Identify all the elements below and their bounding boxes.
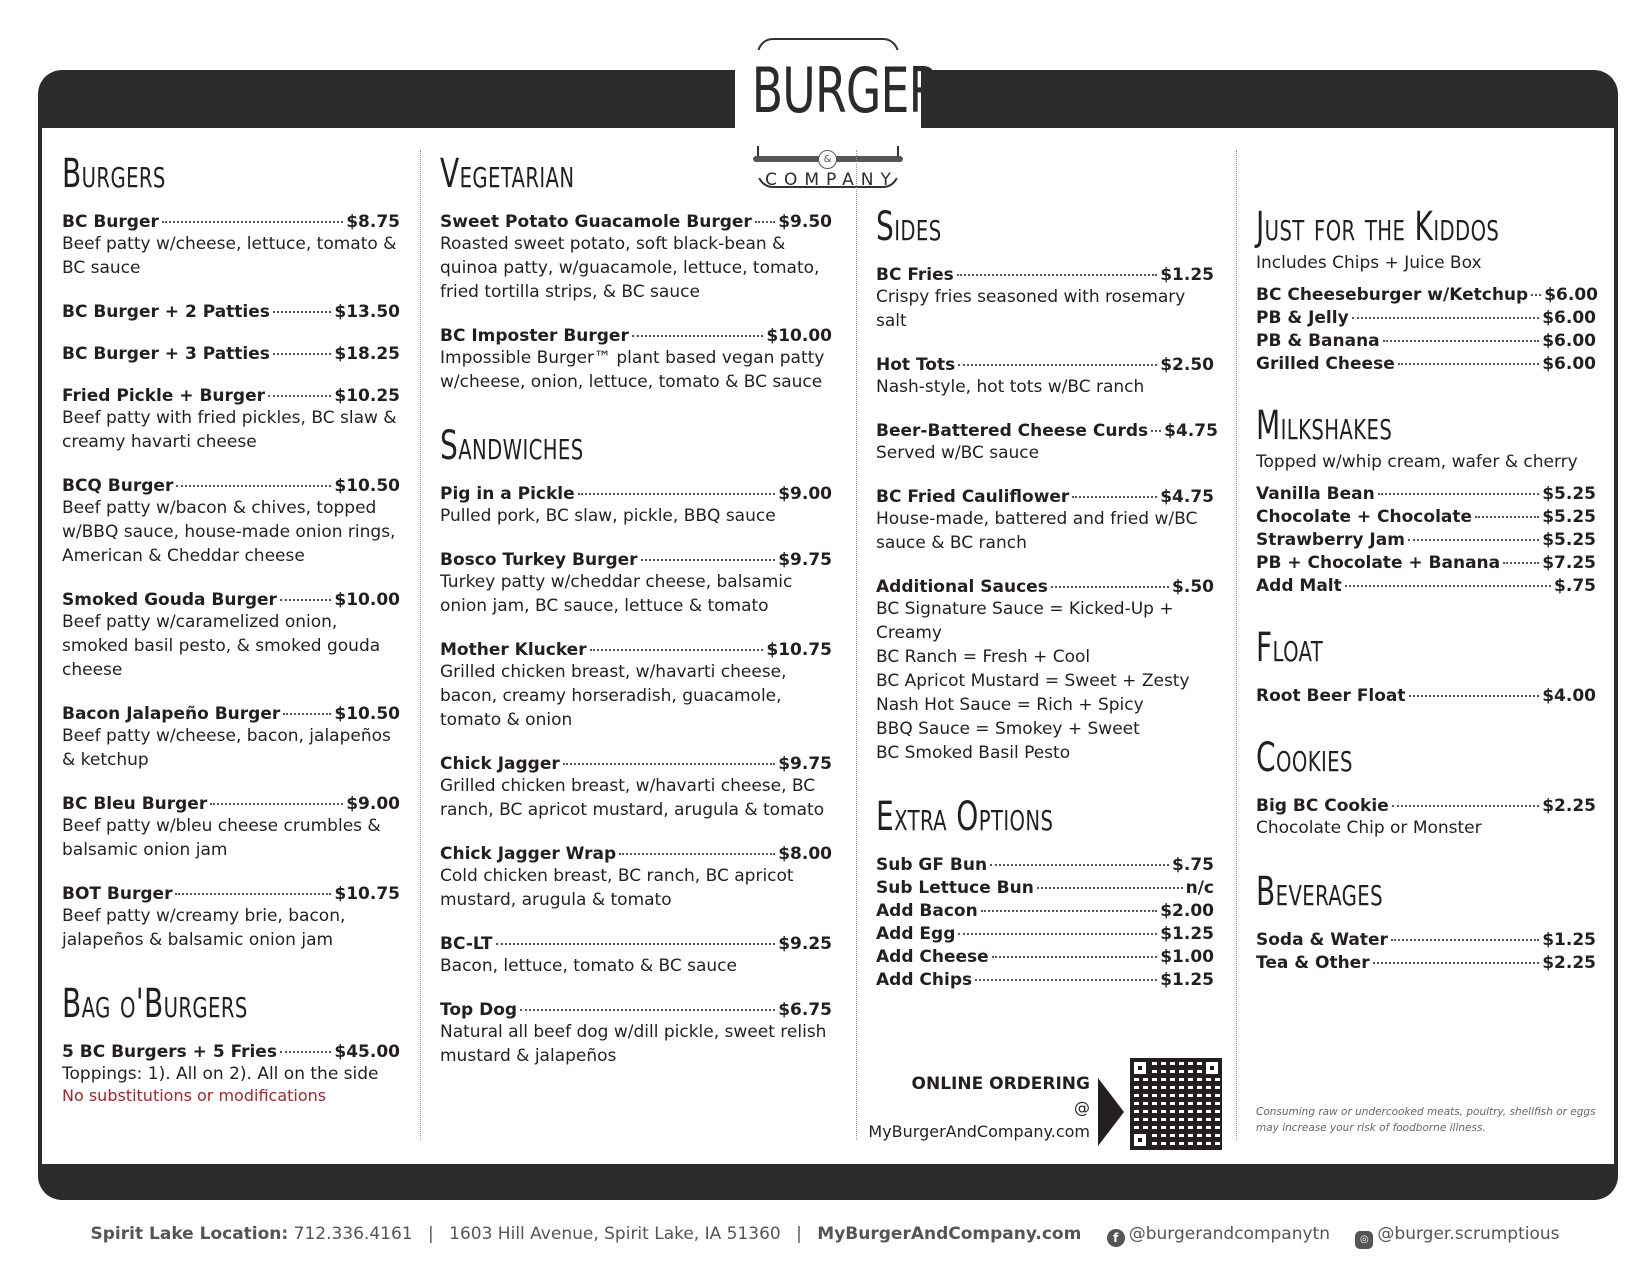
dot-leader: [992, 956, 1158, 958]
menu-item: [1256, 930, 1596, 950]
menu-item: [440, 212, 832, 304]
sandwiches-list: [440, 484, 832, 1068]
location-label: Spirit Lake Location:: [90, 1224, 289, 1244]
dot-leader: [1037, 887, 1183, 889]
item-name: BC Fries: [876, 265, 954, 285]
online-ordering-title: ONLINE ORDERING: [911, 1074, 1090, 1094]
dot-leader: [578, 493, 776, 495]
section-title-sides: Sides: [876, 204, 942, 250]
item-description: Beef patty with fried pickles, BC slaw & creamy havarti cheese: [62, 408, 397, 452]
item-description: Turkey patty w/cheddar cheese, balsamic onion jam, BC sauce, lettuce & tomato: [440, 572, 793, 616]
item-name: Additional Sauces: [876, 577, 1048, 597]
dot-leader: [1151, 430, 1161, 432]
dot-leader: [619, 853, 775, 855]
item-description: Beef patty w/bacon & chives, topped w/BBQ sauce, house-made onion rings, American & Cheddar cheese: [62, 498, 396, 566]
burgers-list: [62, 212, 400, 952]
item-name: BC Imposter Burger: [440, 326, 629, 346]
item-price: $.75: [1554, 576, 1596, 596]
item-description: Beef patty w/bleu cheese crumbles & balsamic onion jam: [62, 816, 381, 860]
website-link[interactable]: MyBurgerAndCompany.com: [817, 1224, 1082, 1244]
item-name: Chick Jagger Wrap: [440, 844, 617, 864]
item-price: $10.75: [766, 640, 832, 660]
sandwiches-section: [440, 422, 832, 1068]
dot-leader: [1398, 363, 1539, 365]
extra-options-section: [876, 793, 1214, 990]
menu-item: [62, 476, 400, 568]
item-description: Toppings: 1). All on 2). All on the side: [62, 1064, 379, 1084]
sides-list: [876, 265, 1218, 555]
float-list: [1256, 686, 1596, 706]
menu-item: [876, 901, 1214, 921]
section-title-beverages: Beverages: [1256, 869, 1383, 915]
item-name: Sub Lettuce Bun: [876, 878, 1034, 898]
dot-leader: [280, 599, 331, 601]
section-title-burgers: Burgers: [62, 151, 166, 197]
dot-leader: [1409, 695, 1540, 697]
online-ordering-url[interactable]: @ MyBurgerAndCompany.com: [868, 1098, 1090, 1141]
bag-o-burgers-section: [62, 980, 400, 1105]
item-name: Strawberry Jam: [1256, 530, 1405, 550]
item-name: Sweet Potato Guacamole Burger: [440, 212, 752, 232]
item-name: Hot Tots: [876, 355, 956, 375]
vegetarian-list: [440, 212, 832, 394]
dot-leader: [1378, 493, 1539, 495]
item-price: n/c: [1185, 878, 1214, 898]
item-name: BC Cheeseburger w/Ketchup: [1256, 285, 1529, 305]
item-name: Add Bacon: [876, 901, 978, 921]
column-2: [440, 150, 832, 1096]
item-price: $4.75: [1160, 487, 1214, 507]
menu-item: [1256, 576, 1596, 596]
menu-item: [62, 386, 400, 454]
dot-leader: [175, 893, 331, 895]
item-price: $18.25: [334, 344, 400, 364]
dot-leader: [632, 335, 764, 337]
float-section: [1256, 624, 1596, 706]
item-price: $9.25: [778, 934, 832, 954]
arrow-right-icon: [1098, 1078, 1124, 1146]
section-title-float: Float: [1256, 625, 1324, 671]
menu-item: [1256, 354, 1596, 374]
column-3: [876, 203, 1218, 1018]
footer: [0, 1224, 1650, 1249]
menu-item: [1256, 530, 1596, 550]
item-price: $1.25: [1542, 930, 1596, 950]
instagram-handle[interactable]: @burger.scrumptious: [1377, 1224, 1560, 1244]
item-price: $8.00: [778, 844, 832, 864]
footer-divider: |: [796, 1224, 802, 1244]
item-description: Natural all beef dog w/dill pickle, sweet relish mustard & jalapeños: [440, 1022, 827, 1066]
item-price: $9.50: [778, 212, 832, 232]
item-price: $45.00: [334, 1042, 400, 1062]
item-description: House-made, battered and fried w/BC sauce & BC ranch: [876, 509, 1198, 553]
item-price: $10.00: [766, 326, 832, 346]
dot-leader: [563, 763, 775, 765]
dot-leader: [273, 311, 331, 313]
menu-item: [440, 934, 832, 978]
dot-leader: [176, 485, 331, 487]
menu-item: [62, 344, 400, 364]
item-name: PB & Banana: [1256, 331, 1380, 351]
section-title-sandwiches: Sandwiches: [440, 423, 584, 469]
item-name: Root Beer Float: [1256, 686, 1406, 706]
menu-item: [876, 265, 1214, 333]
vegetarian-section: [440, 150, 832, 394]
foodborne-disclaimer: Consuming raw or undercooked meats, poultry, shellfish or eggs may increase your risk of foodborne illness.: [1256, 1106, 1596, 1134]
menu-item: [1256, 953, 1596, 973]
dot-leader: [280, 1051, 331, 1053]
item-description: Nash-style, hot tots w/BC ranch: [876, 377, 1145, 397]
kiddos-note: Includes Chips + Juice Box: [1256, 253, 1482, 273]
menu-item: [62, 302, 400, 322]
phone-number[interactable]: 712.336.4161: [293, 1224, 413, 1244]
item-name: Smoked Gouda Burger: [62, 590, 277, 610]
kiddos-list: [1256, 285, 1596, 374]
dot-leader: [283, 713, 331, 715]
section-title-kiddos: Just for the Kiddos: [1256, 204, 1500, 250]
menu-item: [876, 924, 1214, 944]
dot-leader: [162, 221, 343, 223]
dot-leader: [496, 943, 776, 945]
dot-leader: [1345, 585, 1551, 587]
menu-item: [876, 855, 1214, 875]
dot-leader: [1408, 539, 1539, 541]
menu-item: [62, 1042, 400, 1105]
item-price: $.75: [1172, 855, 1214, 875]
item-price: $2.25: [1542, 953, 1596, 973]
menu-item: [62, 590, 400, 682]
dot-leader: [1072, 496, 1157, 498]
address: 1603 Hill Avenue, Spirit Lake, IA 51360: [449, 1224, 781, 1244]
item-description: Beef patty w/caramelized onion, smoked basil pesto, & smoked gouda cheese: [62, 612, 381, 680]
sauce-option: BC Ranch = Fresh + Cool: [876, 647, 1091, 667]
section-title-cookies: Cookies: [1256, 735, 1353, 781]
menu-item: [1256, 331, 1596, 351]
item-description: Crispy fries seasoned with rosemary salt: [876, 287, 1186, 331]
item-name: Sub GF Bun: [876, 855, 988, 875]
item-description: Roasted sweet potato, soft black-bean & quinoa patty, w/guacamole, lettuce, tomato, fried tortilla strips, & BC sauce: [440, 234, 820, 302]
dot-leader: [990, 864, 1169, 866]
dot-leader: [1373, 962, 1540, 964]
item-name: BC Bleu Burger: [62, 794, 208, 814]
item-description: Served w/BC sauce: [876, 443, 1040, 463]
beverages-list: [1256, 930, 1596, 973]
dot-leader: [958, 364, 1157, 366]
menu-item: [876, 947, 1214, 967]
menu-item: [440, 640, 832, 732]
dot-leader: [210, 803, 343, 805]
instagram-icon: ◎: [1355, 1231, 1373, 1249]
item-name: Top Dog: [440, 1000, 518, 1020]
facebook-handle[interactable]: @burgerandcompanytn: [1128, 1224, 1330, 1244]
menu-item: [876, 487, 1214, 555]
sauce-option: BC Smoked Basil Pesto: [876, 743, 1071, 763]
milkshakes-section: [1256, 402, 1596, 596]
menu-item: [440, 844, 832, 912]
menu-item: [440, 326, 832, 394]
item-name: Fried Pickle + Burger: [62, 386, 265, 406]
item-description: Pulled pork, BC slaw, pickle, BBQ sauce: [440, 506, 776, 526]
item-name: Chocolate + Chocolate: [1256, 507, 1473, 527]
menu-item: [1256, 686, 1596, 706]
item-description: Cold chicken breast, BC ranch, BC apricot mustard, arugula & tomato: [440, 866, 794, 910]
sides-section: [876, 203, 1218, 765]
menu-item: [1256, 553, 1596, 573]
section-title-vegetarian: Vegetarian: [440, 151, 575, 197]
item-price: $1.25: [1160, 970, 1214, 990]
item-name: BC Fried Cauliflower: [876, 487, 1070, 507]
dot-leader: [958, 933, 1157, 935]
logo-ampersand: &: [818, 150, 837, 169]
sauce-option: BC Signature Sauce = Kicked-Up + Creamy: [876, 599, 1174, 643]
item-price: $1.00: [1160, 947, 1214, 967]
column-1: [62, 150, 400, 1133]
item-name: Chick Jagger: [440, 754, 560, 774]
dot-leader: [1475, 516, 1539, 518]
item-name: BC Burger: [62, 212, 159, 232]
item-name: Vanilla Bean: [1256, 484, 1375, 504]
cookies-list: [1256, 796, 1596, 840]
dot-leader: [755, 221, 775, 223]
extra-options-list: [876, 855, 1214, 990]
menu-item: [1256, 285, 1596, 305]
sauce-option: BC Apricot Mustard = Sweet + Zesty: [876, 671, 1190, 691]
item-price: $10.00: [334, 590, 400, 610]
dot-leader: [957, 274, 1157, 276]
item-description: Impossible Burger™ plant based vegan patty w/cheese, onion, lettuce, tomato & BC sauce: [440, 348, 825, 392]
item-price: $13.50: [334, 302, 400, 322]
menu-item: [62, 884, 400, 952]
menu-item: [440, 1000, 832, 1068]
milkshakes-list: [1256, 484, 1596, 596]
item-price: $2.25: [1542, 796, 1596, 816]
item-price: $10.50: [334, 476, 400, 496]
dot-leader: [1503, 562, 1539, 564]
item-name: BC-LT: [440, 934, 493, 954]
item-description: Chocolate Chip or Monster: [1256, 818, 1482, 838]
item-price: $7.25: [1542, 553, 1596, 573]
item-price: $9.75: [778, 754, 832, 774]
milkshakes-note: Topped w/whip cream, wafer & cherry: [1256, 452, 1578, 472]
item-description: Beef patty w/cheese, bacon, jalapeños & ketchup: [62, 726, 391, 770]
online-ordering: [860, 1072, 1090, 1144]
item-price: $9.00: [346, 794, 400, 814]
sauce-option: BBQ Sauce = Smokey + Sweet: [876, 719, 1140, 739]
sauce-list: [876, 597, 1214, 765]
item-name: Add Chips: [876, 970, 973, 990]
item-price: $10.75: [334, 884, 400, 904]
menu-item: [876, 878, 1214, 898]
dot-leader: [268, 395, 331, 397]
item-price: $5.25: [1542, 530, 1596, 550]
menu-item: [62, 794, 400, 862]
dot-leader: [590, 649, 764, 651]
item-price: $8.75: [346, 212, 400, 232]
menu-item: [1256, 507, 1596, 527]
item-price: $10.25: [334, 386, 400, 406]
item-name: PB + Chocolate + Banana: [1256, 553, 1501, 573]
item-price: $6.00: [1542, 354, 1596, 374]
menu-item: [876, 577, 1214, 765]
menu-item: [440, 484, 832, 528]
dot-leader: [1392, 805, 1539, 807]
item-price: $1.25: [1160, 924, 1214, 944]
item-price: $9.00: [778, 484, 832, 504]
logo-subtitle: COMPANY: [765, 170, 898, 190]
item-description: Bacon, lettuce, tomato & BC sauce: [440, 956, 737, 976]
dot-leader: [1391, 939, 1539, 941]
item-description: Grilled chicken breast, w/havarti cheese, bacon, creamy horseradish, guacamole, tomato & onion: [440, 662, 787, 730]
menu-item: [1256, 308, 1596, 328]
item-name: Beer-Battered Cheese Curds: [876, 421, 1149, 441]
item-description: Beef patty w/cheese, lettuce, tomato & BC sauce: [62, 234, 397, 278]
item-price: $5.25: [1542, 484, 1596, 504]
menu-item: [62, 704, 400, 772]
dot-leader: [1531, 294, 1541, 296]
item-price: $.50: [1172, 577, 1214, 597]
item-description: Grilled chicken breast, w/havarti cheese, BC ranch, BC apricot mustard, arugula & tomato: [440, 776, 825, 820]
item-price: $6.00: [1544, 285, 1598, 305]
item-price: $6.75: [778, 1000, 832, 1020]
menu-item: [876, 355, 1214, 399]
menu-item: [440, 550, 832, 618]
section-title-extra-options: Extra Options: [876, 794, 1054, 840]
dot-leader: [1051, 586, 1169, 588]
item-name: Mother Klucker: [440, 640, 587, 660]
section-title-bag-o-burgers: Bag o'Burgers: [62, 981, 248, 1027]
item-name: Big BC Cookie: [1256, 796, 1389, 816]
column-divider: [420, 150, 421, 1140]
item-name: Add Egg: [876, 924, 956, 944]
item-name: PB & Jelly: [1256, 308, 1349, 328]
item-name: Bacon Jalapeño Burger: [62, 704, 281, 724]
item-name: BOT Burger: [62, 884, 173, 904]
item-price: $4.00: [1542, 686, 1596, 706]
item-name: 5 BC Burgers + 5 Fries: [62, 1042, 277, 1062]
column-divider: [856, 150, 857, 1140]
item-price: $2.00: [1160, 901, 1214, 921]
item-price: $4.75: [1164, 421, 1218, 441]
sauce-option: Nash Hot Sauce = Rich + Spicy: [876, 695, 1144, 715]
item-description: Beef patty w/creamy brie, bacon, jalapeños & balsamic onion jam: [62, 906, 346, 950]
item-name: Tea & Other: [1256, 953, 1370, 973]
item-price: $5.25: [1542, 507, 1596, 527]
menu-item: [876, 421, 1218, 465]
footer-divider: |: [428, 1224, 434, 1244]
logo-wordmark: BURGER: [751, 54, 940, 127]
dot-leader: [641, 559, 776, 561]
item-name: Pig in a Pickle: [440, 484, 575, 504]
item-name: BC Burger + 2 Patties: [62, 302, 270, 322]
section-title-milkshakes: Milkshakes: [1256, 403, 1393, 449]
dot-leader: [520, 1009, 775, 1011]
beverages-section: [1256, 868, 1596, 973]
item-name: Grilled Cheese: [1256, 354, 1395, 374]
item-name: Add Cheese: [876, 947, 989, 967]
item-name: Soda & Water: [1256, 930, 1388, 950]
menu-item: [876, 970, 1214, 990]
item-price: $6.00: [1542, 331, 1596, 351]
dot-leader: [975, 979, 1157, 981]
column-divider: [1236, 150, 1237, 1140]
item-price: $10.50: [334, 704, 400, 724]
item-price: $2.50: [1160, 355, 1214, 375]
menu-item: [1256, 484, 1596, 504]
menu-item: [62, 212, 400, 280]
dot-leader: [1352, 317, 1540, 319]
menu-item: [440, 754, 832, 822]
item-name: BCQ Burger: [62, 476, 174, 496]
burgers-section: [62, 150, 400, 952]
item-price: $6.00: [1542, 308, 1596, 328]
qr-code-icon[interactable]: [1130, 1058, 1222, 1150]
facebook-icon: f: [1107, 1229, 1125, 1247]
item-name: BC Burger + 3 Patties: [62, 344, 270, 364]
menu-item: [1256, 796, 1596, 840]
column-4: [1256, 203, 1596, 1001]
item-name: Add Malt: [1256, 576, 1342, 596]
cookies-section: [1256, 734, 1596, 840]
kiddos-section: [1256, 203, 1596, 374]
dot-leader: [981, 910, 1158, 912]
item-name: Bosco Turkey Burger: [440, 550, 638, 570]
dot-leader: [273, 353, 331, 355]
item-price: $9.75: [778, 550, 832, 570]
no-substitutions-note: No substitutions or modifications: [62, 1086, 327, 1105]
dot-leader: [1383, 340, 1540, 342]
item-price: $1.25: [1160, 265, 1214, 285]
